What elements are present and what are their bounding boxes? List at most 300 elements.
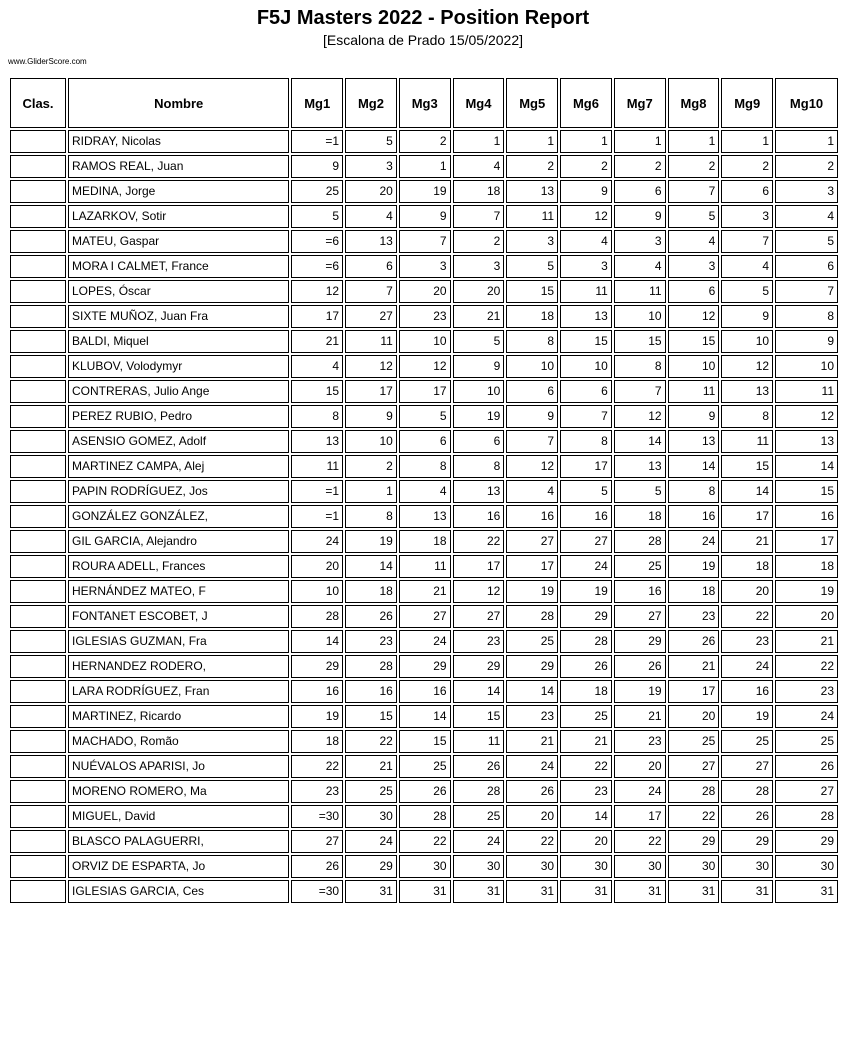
round-position-cell: 20 bbox=[291, 555, 343, 578]
round-position-cell: 2 bbox=[775, 155, 838, 178]
round-position-cell: 30 bbox=[560, 855, 612, 878]
round-position-cell: 1 bbox=[668, 130, 720, 153]
round-position-cell: 7 bbox=[721, 230, 773, 253]
round-position-cell: 22 bbox=[721, 605, 773, 628]
rank-cell bbox=[10, 555, 66, 578]
round-position-cell: 23 bbox=[291, 780, 343, 803]
rank-cell bbox=[10, 480, 66, 503]
round-position-cell: 11 bbox=[506, 205, 558, 228]
round-position-cell: 22 bbox=[668, 805, 720, 828]
table-row bbox=[10, 380, 838, 403]
round-position-cell: 23 bbox=[721, 630, 773, 653]
round-position-cell: 5 bbox=[721, 280, 773, 303]
round-position-cell: 10 bbox=[399, 330, 451, 353]
rank-cell bbox=[10, 580, 66, 603]
round-position-cell: 9 bbox=[614, 205, 666, 228]
round-position-cell: 8 bbox=[614, 355, 666, 378]
round-position-cell: 6 bbox=[399, 430, 451, 453]
round-position-cell: 28 bbox=[345, 655, 397, 678]
round-position-cell: 12 bbox=[345, 355, 397, 378]
round-position-cell: 22 bbox=[775, 655, 838, 678]
round-position-cell: 5 bbox=[775, 230, 838, 253]
pilot-name-cell: MATEU, Gaspar bbox=[68, 230, 289, 253]
round-position-cell: 14 bbox=[775, 455, 838, 478]
round-position-cell: 13 bbox=[453, 480, 505, 503]
round-position-cell: 10 bbox=[668, 355, 720, 378]
round-position-cell: 20 bbox=[560, 830, 612, 853]
pilot-name-cell: MORA I CALMET, France bbox=[68, 255, 289, 278]
round-position-cell: 15 bbox=[345, 705, 397, 728]
round-position-cell: 20 bbox=[721, 580, 773, 603]
rank-cell bbox=[10, 880, 66, 903]
round-position-cell: 12 bbox=[291, 280, 343, 303]
pilot-name-cell: GONZÁLEZ GONZÁLEZ, bbox=[68, 505, 289, 528]
round-position-cell: 10 bbox=[506, 355, 558, 378]
round-position-cell: 19 bbox=[668, 555, 720, 578]
pilot-name-cell: RIDRAY, Nicolas bbox=[68, 130, 289, 153]
pilot-name-cell: MARTINEZ, Ricardo bbox=[68, 705, 289, 728]
round-position-cell: 4 bbox=[668, 230, 720, 253]
round-position-cell: 24 bbox=[291, 530, 343, 553]
round-position-cell: 22 bbox=[291, 755, 343, 778]
round-position-cell: 23 bbox=[345, 630, 397, 653]
pilot-name-cell: ORVIZ DE ESPARTA, Jo bbox=[68, 855, 289, 878]
table-row bbox=[10, 655, 838, 678]
column-header: Mg1 bbox=[291, 78, 343, 128]
pilot-name-cell: HERNANDEZ RODERO, bbox=[68, 655, 289, 678]
round-position-cell: 29 bbox=[614, 630, 666, 653]
round-position-cell: 30 bbox=[614, 855, 666, 878]
round-position-cell: 22 bbox=[345, 730, 397, 753]
round-position-cell: 4 bbox=[291, 355, 343, 378]
round-position-cell: 29 bbox=[453, 655, 505, 678]
round-position-cell: 1 bbox=[721, 130, 773, 153]
round-position-cell: 26 bbox=[560, 655, 612, 678]
table-row bbox=[10, 130, 838, 153]
round-position-cell: 28 bbox=[775, 805, 838, 828]
round-position-cell: 26 bbox=[399, 780, 451, 803]
report-subtitle: [Escalona de Prado 15/05/2022] bbox=[322, 32, 524, 48]
round-position-cell: 17 bbox=[506, 555, 558, 578]
rank-cell bbox=[10, 455, 66, 478]
round-position-cell: 24 bbox=[506, 755, 558, 778]
rank-cell bbox=[10, 155, 66, 178]
round-position-cell: 5 bbox=[560, 480, 612, 503]
round-position-cell: 16 bbox=[399, 680, 451, 703]
round-position-cell: 9 bbox=[345, 405, 397, 428]
round-position-cell: 28 bbox=[291, 605, 343, 628]
rank-cell bbox=[10, 280, 66, 303]
round-position-cell: 17 bbox=[399, 380, 451, 403]
round-position-cell: 19 bbox=[721, 705, 773, 728]
round-position-cell: 22 bbox=[560, 755, 612, 778]
rank-cell bbox=[10, 255, 66, 278]
round-position-cell: 16 bbox=[614, 580, 666, 603]
round-position-cell: 13 bbox=[614, 455, 666, 478]
rank-cell bbox=[10, 680, 66, 703]
rank-cell bbox=[10, 230, 66, 253]
round-position-cell: 16 bbox=[721, 680, 773, 703]
round-position-cell: 6 bbox=[560, 380, 612, 403]
pilot-name-cell: NUÉVALOS APARISI, Jo bbox=[68, 755, 289, 778]
round-position-cell: 19 bbox=[399, 180, 451, 203]
column-header: Mg4 bbox=[453, 78, 505, 128]
round-position-cell: 11 bbox=[345, 330, 397, 353]
round-position-cell: 11 bbox=[291, 455, 343, 478]
column-header: Mg3 bbox=[399, 78, 451, 128]
round-position-cell: 1 bbox=[453, 130, 505, 153]
round-position-cell: 29 bbox=[560, 605, 612, 628]
round-position-cell: 18 bbox=[614, 505, 666, 528]
round-position-cell: 9 bbox=[721, 305, 773, 328]
round-position-cell: 13 bbox=[668, 430, 720, 453]
round-position-cell: 25 bbox=[345, 780, 397, 803]
rank-cell bbox=[10, 505, 66, 528]
round-position-cell: 29 bbox=[721, 830, 773, 853]
rank-cell bbox=[10, 655, 66, 678]
round-position-cell: 26 bbox=[291, 855, 343, 878]
round-position-cell: 7 bbox=[560, 405, 612, 428]
round-position-cell: 5 bbox=[291, 205, 343, 228]
pilot-name-cell: ROURA ADELL, Frances bbox=[68, 555, 289, 578]
round-position-cell: 1 bbox=[506, 130, 558, 153]
round-position-cell: 8 bbox=[345, 505, 397, 528]
round-position-cell: 3 bbox=[560, 255, 612, 278]
round-position-cell: 10 bbox=[345, 430, 397, 453]
round-position-cell: 22 bbox=[453, 530, 505, 553]
round-position-cell: 26 bbox=[775, 755, 838, 778]
round-position-cell: 28 bbox=[560, 630, 612, 653]
round-position-cell: 6 bbox=[721, 180, 773, 203]
round-position-cell: 21 bbox=[291, 330, 343, 353]
round-position-cell: 23 bbox=[560, 780, 612, 803]
round-position-cell: 28 bbox=[399, 805, 451, 828]
round-position-cell: 13 bbox=[291, 430, 343, 453]
column-header: Mg9 bbox=[721, 78, 773, 128]
pilot-name-cell: IGLESIAS GARCIA, Ces bbox=[68, 880, 289, 903]
round-position-cell: 21 bbox=[614, 705, 666, 728]
pilot-name-cell: GIL GARCIA, Alejandro bbox=[68, 530, 289, 553]
round-position-cell: 24 bbox=[453, 830, 505, 853]
round-position-cell: 9 bbox=[399, 205, 451, 228]
round-position-cell: 11 bbox=[668, 380, 720, 403]
round-position-cell: 24 bbox=[345, 830, 397, 853]
round-position-cell: 12 bbox=[668, 305, 720, 328]
pilot-name-cell: CONTRERAS, Julio Ange bbox=[68, 380, 289, 403]
round-position-cell: 3 bbox=[399, 255, 451, 278]
round-position-cell: 27 bbox=[560, 530, 612, 553]
rank-cell bbox=[10, 305, 66, 328]
round-position-cell: 25 bbox=[399, 755, 451, 778]
pilot-name-cell: HERNÁNDEZ MATEO, F bbox=[68, 580, 289, 603]
round-position-cell: 31 bbox=[614, 880, 666, 903]
round-position-cell: 19 bbox=[453, 405, 505, 428]
round-position-cell: 29 bbox=[506, 655, 558, 678]
site-link[interactable]: www.GliderScore.com bbox=[8, 57, 87, 66]
round-position-cell: 23 bbox=[668, 605, 720, 628]
round-position-cell: 12 bbox=[775, 405, 838, 428]
round-position-cell: 17 bbox=[614, 805, 666, 828]
round-position-cell: 3 bbox=[775, 180, 838, 203]
table-row bbox=[10, 580, 838, 603]
round-position-cell: 6 bbox=[668, 280, 720, 303]
round-position-cell: 20 bbox=[506, 805, 558, 828]
round-position-cell: 4 bbox=[345, 205, 397, 228]
round-position-cell: 20 bbox=[345, 180, 397, 203]
round-position-cell: 27 bbox=[614, 605, 666, 628]
round-position-cell: 31 bbox=[668, 880, 720, 903]
round-position-cell: 9 bbox=[775, 330, 838, 353]
round-position-cell: 20 bbox=[614, 755, 666, 778]
round-position-cell: 2 bbox=[399, 130, 451, 153]
round-position-cell: 19 bbox=[560, 580, 612, 603]
round-position-cell: 23 bbox=[775, 680, 838, 703]
round-position-cell: 13 bbox=[721, 380, 773, 403]
round-position-cell: 16 bbox=[506, 505, 558, 528]
round-position-cell: 2 bbox=[560, 155, 612, 178]
round-position-cell: 7 bbox=[506, 430, 558, 453]
round-position-cell: 28 bbox=[614, 530, 666, 553]
round-position-cell: 18 bbox=[668, 580, 720, 603]
round-position-cell: 4 bbox=[453, 155, 505, 178]
round-position-cell: 7 bbox=[668, 180, 720, 203]
round-position-cell: 11 bbox=[560, 280, 612, 303]
position-table bbox=[8, 76, 840, 905]
round-position-cell: 26 bbox=[668, 630, 720, 653]
round-position-cell: 21 bbox=[668, 655, 720, 678]
round-position-cell: 8 bbox=[506, 330, 558, 353]
round-position-cell: 6 bbox=[345, 255, 397, 278]
round-position-cell: 11 bbox=[775, 380, 838, 403]
round-position-cell: 22 bbox=[399, 830, 451, 853]
round-position-cell: 30 bbox=[453, 855, 505, 878]
round-position-cell: 13 bbox=[506, 180, 558, 203]
report-title: F5J Masters 2022 - Position Report bbox=[256, 7, 590, 29]
round-position-cell: 12 bbox=[721, 355, 773, 378]
column-header: Mg2 bbox=[345, 78, 397, 128]
table-row bbox=[10, 805, 838, 828]
round-position-cell: 18 bbox=[291, 730, 343, 753]
rank-cell bbox=[10, 405, 66, 428]
round-position-cell: 4 bbox=[721, 255, 773, 278]
round-position-cell: 29 bbox=[345, 855, 397, 878]
round-position-cell: 26 bbox=[506, 780, 558, 803]
round-position-cell: 17 bbox=[721, 505, 773, 528]
round-position-cell: 27 bbox=[399, 605, 451, 628]
round-position-cell: 2 bbox=[721, 155, 773, 178]
round-position-cell: 17 bbox=[291, 305, 343, 328]
round-position-cell: 5 bbox=[345, 130, 397, 153]
round-position-cell: 15 bbox=[506, 280, 558, 303]
round-position-cell: 16 bbox=[560, 505, 612, 528]
round-position-cell: 11 bbox=[399, 555, 451, 578]
round-position-cell: 5 bbox=[399, 405, 451, 428]
round-position-cell: 26 bbox=[721, 805, 773, 828]
round-position-cell: 31 bbox=[775, 880, 838, 903]
round-position-cell: 25 bbox=[721, 730, 773, 753]
round-position-cell: 21 bbox=[775, 630, 838, 653]
round-position-cell: 30 bbox=[506, 855, 558, 878]
round-position-cell: 25 bbox=[614, 555, 666, 578]
round-position-cell: 20 bbox=[775, 605, 838, 628]
round-position-cell: 17 bbox=[668, 680, 720, 703]
table-row bbox=[10, 480, 838, 503]
table-row bbox=[10, 680, 838, 703]
round-position-cell: 3 bbox=[345, 155, 397, 178]
round-position-cell: 30 bbox=[399, 855, 451, 878]
table-row bbox=[10, 355, 838, 378]
round-position-cell: 15 bbox=[291, 380, 343, 403]
round-position-cell: =1 bbox=[291, 480, 343, 503]
round-position-cell: 10 bbox=[775, 355, 838, 378]
round-position-cell: 26 bbox=[453, 755, 505, 778]
rank-cell bbox=[10, 780, 66, 803]
round-position-cell: =1 bbox=[291, 130, 343, 153]
round-position-cell: 26 bbox=[345, 605, 397, 628]
table-row bbox=[10, 180, 838, 203]
round-position-cell: 13 bbox=[345, 230, 397, 253]
round-position-cell: 9 bbox=[560, 180, 612, 203]
round-position-cell: 30 bbox=[775, 855, 838, 878]
pilot-name-cell: MORENO ROMERO, Ma bbox=[68, 780, 289, 803]
round-position-cell: 29 bbox=[775, 830, 838, 853]
rank-cell bbox=[10, 205, 66, 228]
rank-cell bbox=[10, 605, 66, 628]
round-position-cell: 10 bbox=[721, 330, 773, 353]
round-position-cell: 24 bbox=[775, 705, 838, 728]
round-position-cell: 4 bbox=[560, 230, 612, 253]
rank-cell bbox=[10, 430, 66, 453]
table-row bbox=[10, 630, 838, 653]
round-position-cell: 2 bbox=[453, 230, 505, 253]
pilot-name-cell: IGLESIAS GUZMAN, Fra bbox=[68, 630, 289, 653]
round-position-cell: 5 bbox=[453, 330, 505, 353]
round-position-cell: 23 bbox=[614, 730, 666, 753]
round-position-cell: 12 bbox=[399, 355, 451, 378]
round-position-cell: 6 bbox=[614, 180, 666, 203]
table-row bbox=[10, 405, 838, 428]
table-row bbox=[10, 755, 838, 778]
rank-cell bbox=[10, 330, 66, 353]
round-position-cell: 25 bbox=[291, 180, 343, 203]
round-position-cell: 27 bbox=[775, 780, 838, 803]
round-position-cell: 21 bbox=[399, 580, 451, 603]
round-position-cell: 14 bbox=[721, 480, 773, 503]
table-body bbox=[10, 130, 838, 903]
round-position-cell: 25 bbox=[453, 805, 505, 828]
round-position-cell: 10 bbox=[560, 355, 612, 378]
round-position-cell: 16 bbox=[453, 505, 505, 528]
round-position-cell: 2 bbox=[506, 155, 558, 178]
round-position-cell: 15 bbox=[775, 480, 838, 503]
round-position-cell: 8 bbox=[560, 430, 612, 453]
round-position-cell: 19 bbox=[506, 580, 558, 603]
table-row bbox=[10, 205, 838, 228]
round-position-cell: 28 bbox=[506, 605, 558, 628]
round-position-cell: 30 bbox=[345, 805, 397, 828]
round-position-cell: 13 bbox=[399, 505, 451, 528]
round-position-cell: 4 bbox=[506, 480, 558, 503]
round-position-cell: 3 bbox=[453, 255, 505, 278]
round-position-cell: 6 bbox=[775, 255, 838, 278]
pilot-name-cell: LOPES, Óscar bbox=[68, 280, 289, 303]
round-position-cell: 12 bbox=[560, 205, 612, 228]
round-position-cell: 23 bbox=[453, 630, 505, 653]
round-position-cell: 14 bbox=[291, 630, 343, 653]
round-position-cell: 27 bbox=[345, 305, 397, 328]
round-position-cell: 25 bbox=[775, 730, 838, 753]
table-row bbox=[10, 530, 838, 553]
pilot-name-cell: BALDI, Miquel bbox=[68, 330, 289, 353]
round-position-cell: 18 bbox=[506, 305, 558, 328]
round-position-cell: 6 bbox=[453, 430, 505, 453]
column-header: Mg6 bbox=[560, 78, 612, 128]
round-position-cell: 10 bbox=[453, 380, 505, 403]
round-position-cell: 9 bbox=[453, 355, 505, 378]
round-position-cell: 27 bbox=[668, 755, 720, 778]
round-position-cell: 17 bbox=[560, 455, 612, 478]
round-position-cell: 18 bbox=[453, 180, 505, 203]
round-position-cell: 15 bbox=[721, 455, 773, 478]
rank-cell bbox=[10, 705, 66, 728]
pilot-name-cell: BLASCO PALAGUERRI, bbox=[68, 830, 289, 853]
round-position-cell: 7 bbox=[345, 280, 397, 303]
round-position-cell: 31 bbox=[399, 880, 451, 903]
round-position-cell: 8 bbox=[668, 480, 720, 503]
round-position-cell: 14 bbox=[399, 705, 451, 728]
round-position-cell: 31 bbox=[453, 880, 505, 903]
round-position-cell: 31 bbox=[560, 880, 612, 903]
round-position-cell: 25 bbox=[668, 730, 720, 753]
round-position-cell: 5 bbox=[614, 480, 666, 503]
round-position-cell: 11 bbox=[453, 730, 505, 753]
round-position-cell: 29 bbox=[291, 655, 343, 678]
pilot-name-cell: RAMOS REAL, Juan bbox=[68, 155, 289, 178]
round-position-cell: 18 bbox=[399, 530, 451, 553]
round-position-cell: 1 bbox=[560, 130, 612, 153]
rank-cell bbox=[10, 130, 66, 153]
round-position-cell: 28 bbox=[668, 780, 720, 803]
round-position-cell: 1 bbox=[399, 155, 451, 178]
round-position-cell: 28 bbox=[721, 780, 773, 803]
round-position-cell: 21 bbox=[506, 730, 558, 753]
round-position-cell: 24 bbox=[668, 530, 720, 553]
table-row bbox=[10, 280, 838, 303]
round-position-cell: 23 bbox=[506, 705, 558, 728]
round-position-cell: 17 bbox=[345, 380, 397, 403]
round-position-cell: 14 bbox=[668, 455, 720, 478]
round-position-cell: 3 bbox=[506, 230, 558, 253]
round-position-cell: 24 bbox=[721, 655, 773, 678]
round-position-cell: 1 bbox=[614, 130, 666, 153]
round-position-cell: 8 bbox=[775, 305, 838, 328]
round-position-cell: 21 bbox=[560, 730, 612, 753]
round-position-cell: 21 bbox=[721, 530, 773, 553]
pilot-name-cell: LAZARKOV, Sotir bbox=[68, 205, 289, 228]
table-row bbox=[10, 455, 838, 478]
round-position-cell: 3 bbox=[721, 205, 773, 228]
round-position-cell: 14 bbox=[453, 680, 505, 703]
round-position-cell: 24 bbox=[614, 780, 666, 803]
round-position-cell: 27 bbox=[291, 830, 343, 853]
round-position-cell: 16 bbox=[775, 505, 838, 528]
round-position-cell: 16 bbox=[291, 680, 343, 703]
round-position-cell: 28 bbox=[453, 780, 505, 803]
column-header: Mg5 bbox=[506, 78, 558, 128]
round-position-cell: 8 bbox=[291, 405, 343, 428]
round-position-cell: 25 bbox=[506, 630, 558, 653]
round-position-cell: 4 bbox=[399, 480, 451, 503]
